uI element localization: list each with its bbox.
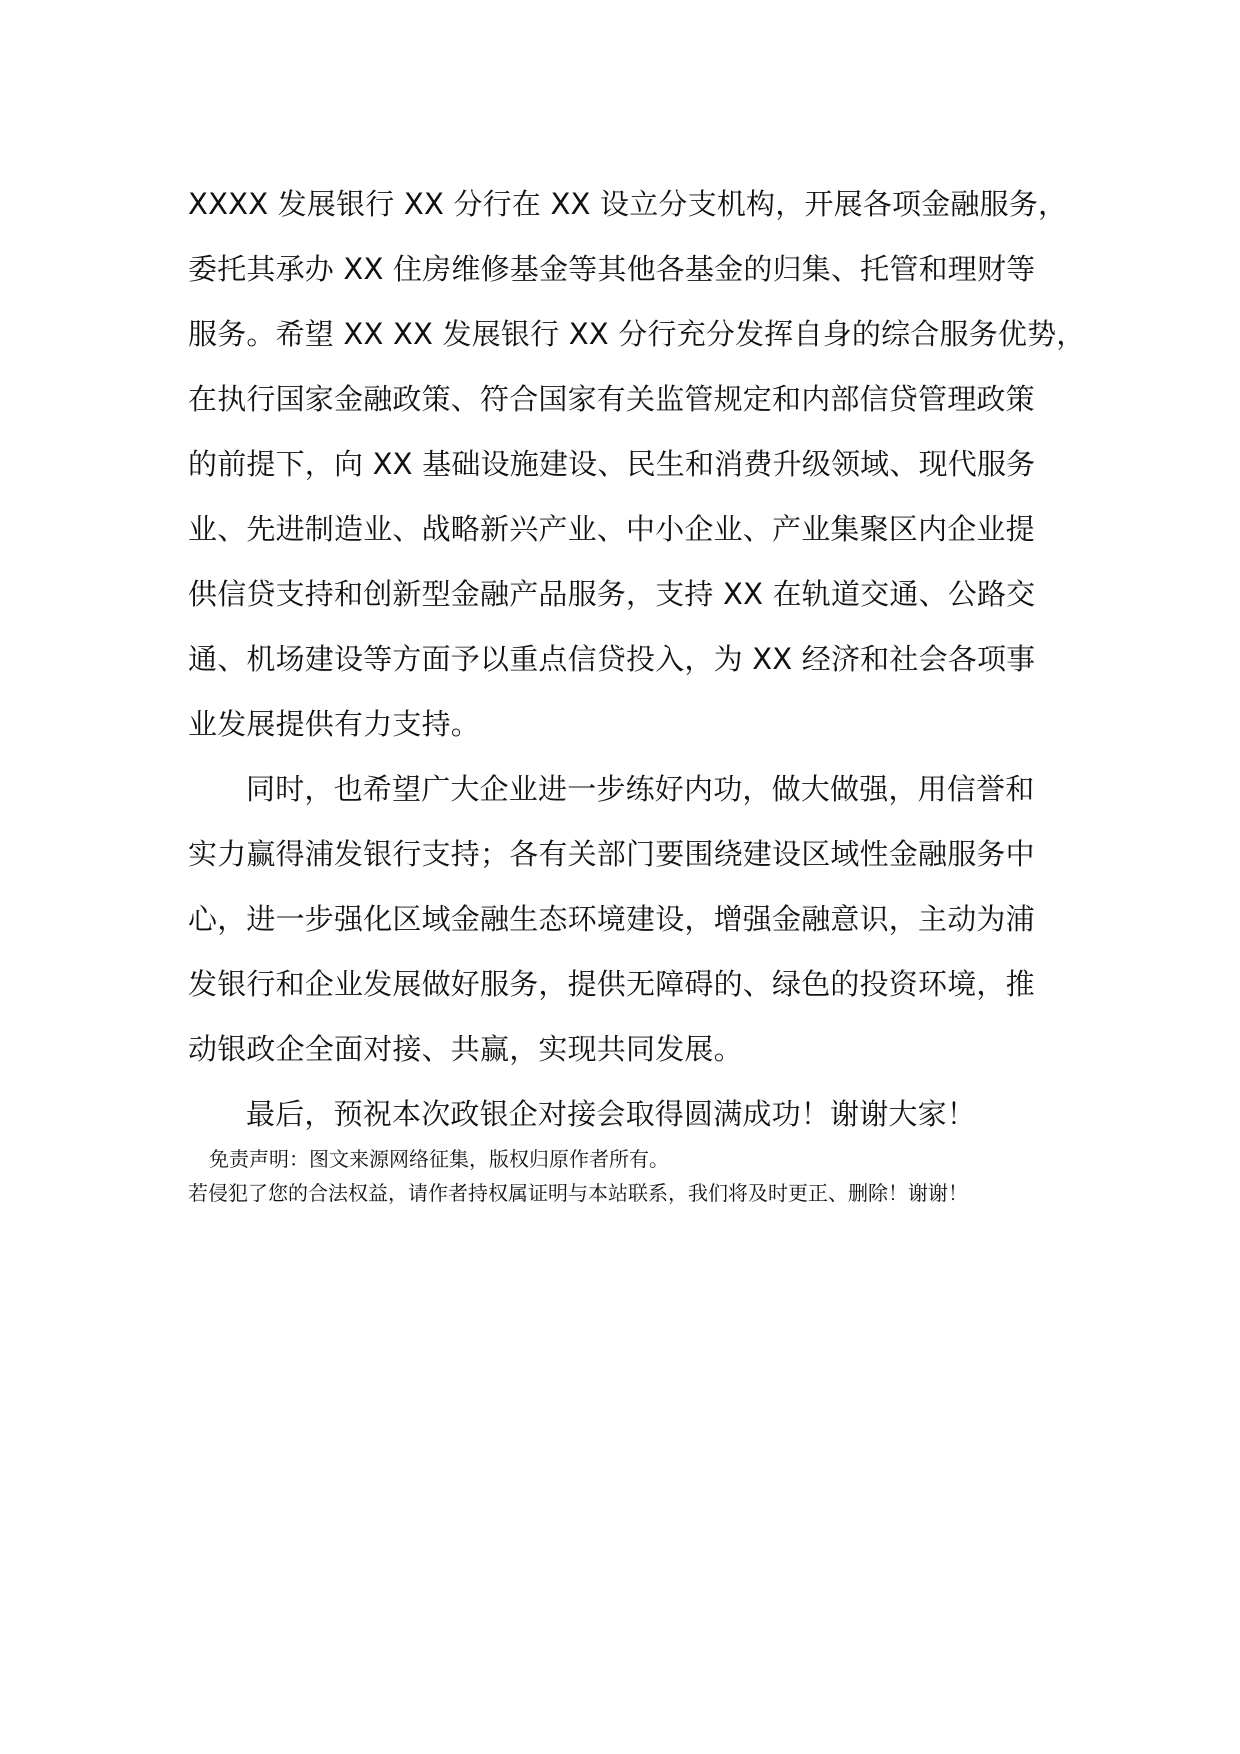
paragraph-line: 委托其承办 XX 住房维修基金等其他各基金的归集、托管和理财等 <box>188 252 1036 286</box>
paragraph-line: 动银政企全面对接、共赢，实现共同发展。 <box>188 1032 743 1066</box>
paragraph-line: XXXX 发展银行 XX 分行在 XX 设立分支机构，开展各项金融服务， <box>188 187 1068 221</box>
paragraph-line: 的前提下，向 XX 基础设施建设、民生和消费升级领域、现代服务 <box>188 447 1036 481</box>
paragraph-enterprise-hope <box>188 757 1088 1082</box>
paragraph-line: 业发展提供有力支持。 <box>188 707 481 741</box>
paragraph-line: 发银行和企业发展做好服务，提供无障碍的、绿色的投资环境，推 <box>188 967 1035 1001</box>
paragraph-line: 实力赢得浦发银行支持；各有关部门要围绕建设区域性金融服务中 <box>188 837 1035 871</box>
paragraph-line: 同时，也希望广大企业进一步练好内功，做大做强，用信誉和 <box>246 772 1035 806</box>
document-body <box>188 172 1088 1147</box>
paragraph-line: 在执行国家金融政策、符合国家有关监管规定和内部信贷管理政策 <box>188 382 1035 416</box>
paragraph-line: 最后，预祝本次政银企对接会取得圆满成功！谢谢大家！ <box>246 1097 977 1131</box>
paragraph-line: 通、机场建设等方面予以重点信贷投入，为 XX 经济和社会各项事 <box>188 642 1036 676</box>
disclaimer-line: 若侵犯了您的合法权益，请作者持权属证明与本站联系，我们将及时更正、删除！谢谢！ <box>188 1181 968 1205</box>
paragraph-line: 心，进一步强化区域金融生态环境建设，增强金融意识，主动为浦 <box>188 902 1035 936</box>
paragraph-line: 服务。希望 XX XX 发展银行 XX 分行充分发挥自身的综合服务优势， <box>188 317 1086 351</box>
paragraph-line: 供信贷支持和创新型金融产品服务，支持 XX 在轨道交通、公路交 <box>188 577 1036 611</box>
paragraph-bank-services <box>188 172 1088 757</box>
paragraph-closing <box>188 1082 1088 1147</box>
disclaimer <box>188 1142 1088 1210</box>
paragraph-line: 业、先进制造业、战略新兴产业、中小企业、产业集聚区内企业提 <box>188 512 1035 546</box>
disclaimer-line: 免责声明：图文来源网络征集，版权归原作者所有。 <box>209 1147 669 1171</box>
